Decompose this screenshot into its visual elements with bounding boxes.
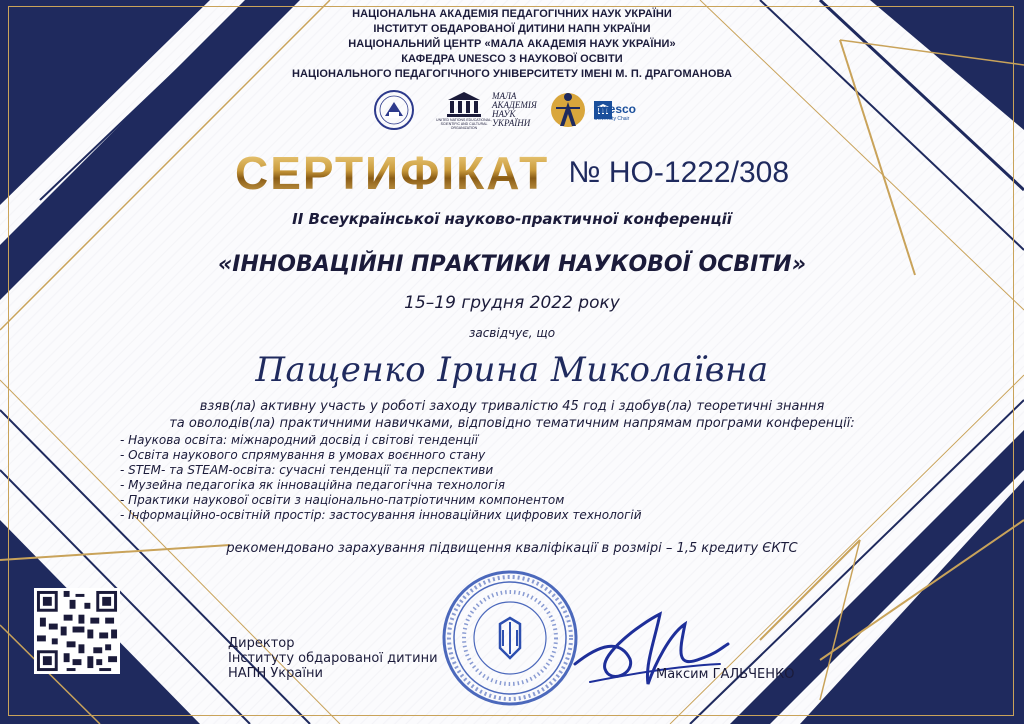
signer-title-line-2: Інституту обдарованої дитини: [228, 651, 438, 666]
certificate-title-row: [0, 146, 1024, 200]
conference-subtitle: ІІ Всеукраїнської науково-практичної конференції: [292, 210, 732, 228]
recipient-name: Пащенко Ірина Миколаївна: [255, 350, 769, 390]
conference-title: «ІННОВАЦІЙНІ ПРАКТИКИ НАУКОВОЇ ОСВІТИ»: [217, 252, 806, 277]
man-centre-emblem-icon: [550, 88, 586, 132]
unesco-small-text: UNITED NATIONS EDUCATIONAL, SCIENTIFIC AND CULTURAL ORGANIZATION: [436, 118, 492, 130]
header-line-4: КАФЕДРА UNESCO З НАУКОВОЇ ОСВІТИ: [401, 53, 623, 65]
list-item: - Інформаційно-освітній простір: застосування інноваційних цифрових технологій: [120, 508, 642, 522]
unesco-chair-sub: University Chair: [594, 116, 630, 122]
header-line-3: НАЦІОНАЛЬНИЙ ЦЕНТР «МАЛА АКАДЕМІЯ НАУК УКРАЇНИ»: [348, 38, 676, 50]
official-stamp-icon: [440, 568, 580, 708]
list-item: - Практики наукової освіти з національно-патріотичним компонентом: [120, 493, 565, 507]
list-item: - Музейна педагогіка як інноваційна педагогічна технологія: [120, 478, 505, 492]
conference-dates: 15–19 грудня 2022 року: [404, 293, 620, 313]
list-item: - Наукова освіта: міжнародний досвід і світові тенденції: [120, 433, 478, 447]
signer-name: Максим ГАЛЬЧЕНКО: [656, 667, 795, 682]
certificate-title: СЕРТИФІКАТ: [234, 147, 550, 199]
signer-block: [228, 636, 438, 681]
body-line-2: та оволодів(ла) практичними навичками, відповідно тематичним напрямам програми конференції:: [169, 416, 855, 431]
napn-emblem-icon: [372, 88, 416, 132]
certifies-text: засвідчує, що: [468, 326, 556, 340]
recommendation-text: рекомендовано зарахування підвищення кваліфікації в розмірі – 1,5 кредиту ЄКТС: [226, 541, 798, 556]
qr-code-icon[interactable]: [34, 588, 120, 674]
certificate-number: № НО-1222/308: [568, 156, 790, 189]
signer-title-line-3: НАПН України: [228, 666, 323, 681]
unesco-chair-word: unesco: [594, 102, 637, 116]
list-item: - Освіта наукового спрямування в умовах воєнного стану: [120, 448, 486, 462]
body-line-1: взяв(ла) активну участь у роботі заходу тривалістю 45 год і здобув(ла) теоретичні знання: [199, 399, 825, 414]
list-item: - STEM- та STEAM-освіта: сучасні тенденції та перспективи: [120, 463, 494, 477]
man-logo-text: МАЛА АКАДЕМІЯ НАУК УКРАЇНИ: [492, 91, 537, 128]
header-line-1: НАЦІОНАЛЬНА АКАДЕМІЯ ПЕДАГОГІЧНИХ НАУК УКРАЇНИ: [352, 8, 672, 20]
logos-row: [372, 88, 662, 132]
header-line-5: НАЦІОНАЛЬНОГО ПЕДАГОГІЧНОГО УНІВЕРСИТЕТУ ІМЕНІ М. П. ДРАГОМАНОВА: [291, 68, 733, 80]
header-line-2: ІНСТИТУТ ОБДАРОВАНОЇ ДИТИНИ НАПН УКРАЇНИ: [373, 23, 651, 35]
topics-list: [120, 433, 820, 523]
signer-title-line-1: Директор: [228, 636, 295, 651]
